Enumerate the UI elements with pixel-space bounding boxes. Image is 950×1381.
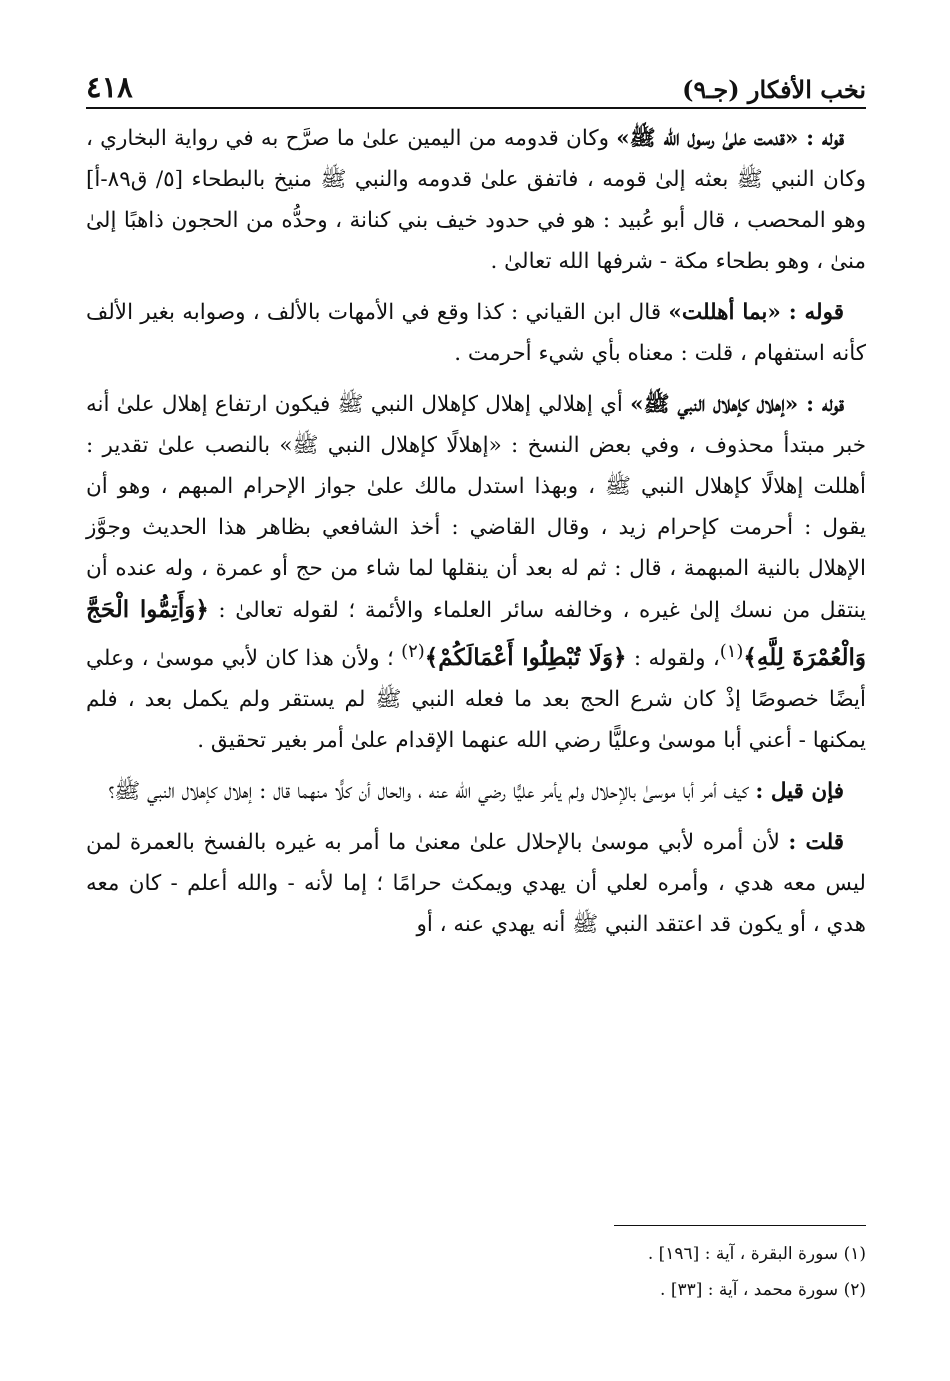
header-rule (86, 107, 866, 109)
paragraph-4-lead: فإن قيل : (755, 779, 844, 805)
paragraph-4 (86, 771, 866, 812)
page-header (86, 56, 866, 102)
page-number: ٤١٨ (86, 70, 133, 104)
quran-quote-2: ﴿وَلَا تُبْطِلُوا أَعْمَالَكُمْ﴾ (424, 644, 627, 672)
paragraph-4-text: كيف أمر أبا موسىٰ بالإحلال ولم يأمر عليًّا رضي الله عنه ، والحال أن كلًّا منهما قال : إهلال كإهلال النبي ﷺ؟ (108, 779, 756, 805)
paragraph-3-text-3: ؛ ولأن هذا كان لأبي موسىٰ ، وعلي أيضًا خصوصًا إذْ كان شرع الحج بعد ما فعله النبي ﷺ لم يستقر ولم يكمل بعد ، فلم يمكنها - أعني أبا موسىٰ وعليًّا رضي الله عنهما الإقدام علىٰ أمر بغير تحقيق . (86, 646, 866, 754)
footnotes (86, 1236, 866, 1308)
footnote-ref-2[interactable]: (٢) (401, 641, 425, 662)
footnote-1: (١) سورة البقرة ، آية : [١٩٦] . (647, 1244, 866, 1264)
paragraph-2-lead: قوله : «بما أهللت» (668, 300, 844, 325)
footnote-ref-1[interactable]: (١) (719, 641, 744, 662)
paragraph-5 (86, 822, 866, 945)
footnote-2: (٢) سورة محمد ، آية : [٣٣] . (660, 1280, 866, 1300)
paragraph-3-text-1: أي إهلالي إهلال كإهلال النبي ﷺ فيكون ارتفاع إهلال علىٰ أنه خبر مبتدأ محذوف ، وفي بعض النسخ : «إهلالًا كإهلال النبي ﷺ» بالنصب علىٰ تقدير : أهللت إهلالًا كإهلال النبي ﷺ ، وبهذا استدل مالك علىٰ جواز الإحرام المبهم ، وهو أن يقول : أحرمت كإحرام زيد ، وقال القاضي : أخذ الشافعي بظاهر هذا الحديث وجوَّز الإهلال بالنية المبهمة ، قال : ثم له بعد أن ينقلها لما شاء من حج أو عمرة ، وله عنده أن ينتقل من نسك إلىٰ غيره ، وخالفه سائر العلماء والأئمة ؛ لقوله تعالىٰ : (86, 392, 866, 623)
quran-quote-1: ﴿وَأَتِمُّوا الْحَجَّ وَالْعُمْرَةَ لِلَّهِ﴾ (86, 596, 866, 672)
paragraph-2-text: قال ابن القياني : كذا وقع في الأمهات بالألف ، وصوابه بغير الألف كأنه استفهام ، قلت : معناه بأي شيء أحرمت . (86, 300, 866, 366)
running-title: نخب الأفكار (جـ٩) (682, 75, 866, 104)
paragraph-2 (86, 292, 866, 374)
paragraph-3-text-2: ، ولقوله : (626, 646, 720, 672)
paragraph-1-text: وكان قدومه من اليمين علىٰ ما صرَّح به في رواية البخاري ، وكان النبي ﷺ بعثه إلىٰ قومه ، فاتفق علىٰ قدومه والنبي ﷺ منيخ بالبطحاء [٥/ ق٨٩-أ] وهو المحصب ، قال أبو عُبيد : هو في حدود خيف بني كنانة ، وحدُّه من الحجون ذاهبًا إلىٰ منىٰ ، وهو بطحاء مكة - شرفها الله تعالىٰ . (86, 126, 866, 274)
paragraph-3-lead: قوله : «إهلال كإهلال النبي ﷺ» (630, 392, 844, 417)
paragraph-5-text: لأن أمره لأبي موسىٰ بالإحلال علىٰ معنىٰ ما أمر به غيره بالفسخ بالعمرة لمن ليس معه هدي ، وأمره لعلي أن يهدي ويمكث حرامًا ؛ إما لأنه - والله أعلم - كان معه هدي ، أو يكون قد اعتقد النبي ﷺ أنه يهدي عنه ، أو (86, 830, 866, 938)
paragraph-5-lead: قلت : (788, 830, 844, 856)
paragraph-1 (86, 118, 866, 282)
footnote-rule (614, 1225, 866, 1226)
paragraph-1-lead: قوله : «قدمت علىٰ رسول الله ﷺ» (616, 126, 844, 151)
main-text (86, 118, 866, 955)
paragraph-3 (86, 384, 866, 761)
